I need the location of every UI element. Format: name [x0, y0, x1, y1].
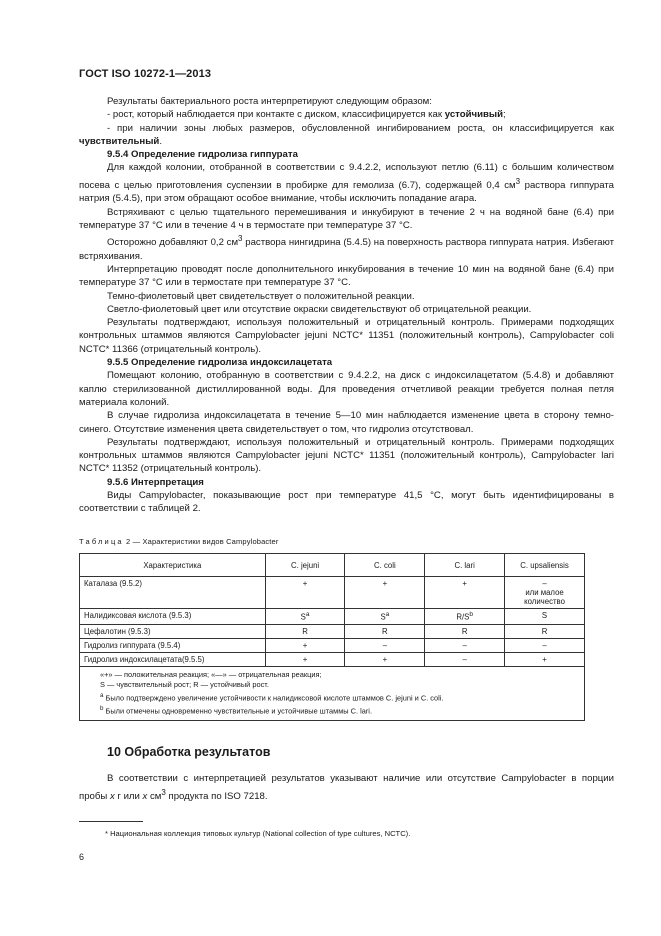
table-cell: – [425, 638, 505, 652]
table-cell: – [505, 638, 585, 652]
note-text: Были отмечены одновременно чувствительные и устойчивые штаммы C. lari. [103, 706, 372, 716]
paragraph: Результаты подтверждают, используя положительный и отрицательный контроль. Примерами подходящих контрольных штаммов являются Campylobacter jejuni NCTC* 11351 (положительный контроль), Campylobacter coli NCTC* 11366 (отрицательный контроль). [79, 317, 614, 355]
table-notes [80, 666, 585, 720]
heading-9-5-5: 9.5.5 Определение гидролиза индоксилацетата [107, 357, 333, 369]
table-notes-row [80, 666, 585, 720]
table-cell: + [345, 577, 425, 609]
term-resistant: устойчивый [444, 109, 503, 121]
table-cell: + [425, 577, 505, 609]
intro-item-resistant [79, 108, 614, 121]
table-cell: R [505, 624, 585, 638]
table-cell [265, 609, 345, 625]
superscript: 3 [238, 234, 243, 244]
section-10-text [79, 772, 614, 804]
variable-x: x [109, 791, 115, 803]
cell-line: количество [524, 597, 565, 606]
caption-text: 2 — Характеристики видов Campylobacter [123, 537, 279, 546]
footnote-mark: a [305, 611, 310, 618]
table-cell: R [265, 624, 345, 638]
paragraph: Светло-фиолетовый цвет или отсутствие окраски свидетельствуют об отрицательной реакции. [107, 303, 532, 315]
term-sensitive: чувствительный [79, 135, 160, 147]
paragraph: Темно-фиолетовый цвет свидетельствует о положительной реакции. [107, 290, 415, 302]
row-label: Налидиксовая кислота (9.5.3) [80, 609, 266, 625]
table-cell: R [425, 624, 505, 638]
column-header: C. jejuni [265, 554, 345, 577]
superscript: 3 [515, 176, 521, 186]
table-note [100, 704, 580, 717]
table-row [80, 652, 585, 666]
cell-line: – [542, 579, 547, 588]
table-note [100, 691, 580, 704]
table-cell: + [265, 577, 345, 609]
table-cell: R [345, 624, 425, 638]
column-header: C. lari [425, 554, 505, 577]
text-run: см [147, 791, 162, 803]
intro-item-sensitive [79, 122, 614, 149]
table-cell: – [345, 638, 425, 652]
paragraph [79, 772, 614, 804]
text-run: В соответствии с интерпретацией результатов указывают наличие или отсутствие Campylobacter в порции пробы [79, 773, 614, 803]
text-run: раствора нингидрина (5.4.5) на поверхность раствора гиппурата натрия. Избегают встряхивания. [79, 237, 614, 262]
text-run: г или [114, 791, 143, 803]
paragraph: Интерпретацию проводят после дополнительного инкубирования в течение 10 мин на водяной бане (6.4) при температуре 37 °С или в термостате при температуре 37 °С. [79, 263, 614, 289]
cell-line: или малое [525, 588, 564, 597]
caption-label: Таблица [79, 537, 124, 546]
text-run: ; [502, 109, 506, 121]
paragraph: Результаты подтверждают, используя положительный и отрицательный контроль. Примерами подходящих контрольных штаммов являются Campylobacter jejuni NCTC* 11351 (положительный контроль), Campylobacter lari NCTC* 11352 (отрицательный контроль). [79, 436, 614, 475]
variable-x: x [142, 791, 148, 803]
text-run: Осторожно добавляют 0,2 см [107, 237, 239, 249]
table-row [80, 638, 585, 652]
table-row [80, 624, 585, 638]
text-run: - при наличии зоны любых размеров, обусловленной ингибированием роста, он классифицируется как [107, 122, 614, 134]
text-run: продукта по ISO 7218. [165, 791, 268, 803]
intro-paragraph: Результаты бактериального роста интерпретируют следующим образом: [107, 96, 432, 107]
paragraph [79, 161, 614, 205]
table-cell [345, 609, 425, 625]
paragraph: Виды Campylobacter, показывающие рост при температуре 41,5 °С, могут быть идентифицированы в соответствии с таблицей 2. [79, 489, 614, 515]
footnote-mark: a [385, 611, 390, 618]
row-label: Гидролиз индоксилацетата(9.5.5) [80, 652, 266, 666]
page-number: 6 [79, 852, 85, 862]
page-header: ГОСТ ISO 10272-1—2013 [79, 68, 212, 80]
text-run: Для каждой колонии, отобранной в соответствии с 9.4.2.2, используют петлю (6.11) с большим количеством посева с целью приготовления суспензии в пробирке для гемолиза (6.7), содержащей 0,4 см [79, 162, 614, 191]
table-header-row [80, 554, 585, 577]
text-run: - рост, который наблюдается при контакте с диском, классифицируется как [107, 109, 445, 121]
table-cell: + [505, 652, 585, 666]
cell-value: R/S [456, 612, 470, 622]
row-label: Цефалотин (9.5.3) [80, 624, 266, 638]
paragraph: Встряхивают с целью тщательного перемешивания и инкубируют в течение 2 ч на водяной бане (6.4) при температуре 37 °С или в течение 4 ч в термостате при температуре 37 °С. [79, 206, 614, 231]
cell-value: S [300, 612, 306, 622]
footnote-divider [79, 821, 143, 822]
paragraph: В случае гидролиза индоксилацетата в течение 5—10 мин наблюдается изменение цвета в сторону темно-синего. Отсутствие изменения цвета свидетельствует о том, что гидролиз отсутствовал. [79, 410, 614, 435]
footnote-mark: b [469, 611, 473, 618]
table-cell [505, 577, 585, 609]
heading-9-5-4: 9.5.4 Определение гидролиза гиппурата [107, 149, 298, 161]
footnote-mark: a [100, 691, 104, 699]
column-header: C. upsaliensis [505, 554, 585, 577]
table-row [80, 577, 585, 609]
table-cell: + [265, 652, 345, 666]
table-note: S — чувствительный рост; R — устойчивый рост. [100, 680, 269, 690]
table-cell: + [265, 638, 345, 652]
table-caption [79, 537, 279, 546]
row-label: Каталаза (9.5.2) [80, 577, 266, 609]
column-header: Характеристика [80, 554, 266, 577]
table-cell: + [345, 652, 425, 666]
text-run: раствора гиппурата натрия (5.4.5), при этом обращают особое внимание, чтобы исключить попадание агара. [79, 179, 615, 205]
paragraph [79, 232, 614, 263]
footnote: * Национальная коллекция типовых культур (National collection of type cultures, NCTC). [105, 829, 411, 838]
text-run: . [159, 135, 162, 147]
table-cell: – [425, 652, 505, 666]
table-cell: S [505, 609, 585, 625]
table-cell [425, 609, 505, 625]
paragraph: Помещают колонию, отобранную в соответствии с 9.4.2.2, на диск с индоксилацетатом (5.4.8) и добавляют каплю стерилизованной дистиллированной воды. Для проведения отчетливой реакции требуется полная петля материала колоний. [79, 370, 614, 408]
superscript: 3 [161, 788, 166, 797]
body-text [79, 95, 614, 516]
row-label: Гидролиз гиппурата (9.5.4) [80, 638, 266, 652]
heading-9-5-6: 9.5.6 Интерпретация [107, 476, 204, 488]
note-text: Было подтверждено увеличение устойчивости к налидиксовой кислоте штаммов C. jejuni и C. coli. [103, 693, 444, 703]
cell-value: S [380, 612, 386, 622]
footnote-mark: b [100, 704, 104, 712]
column-header: C. coli [345, 554, 425, 577]
section-10-title: 10 Обработка результатов [107, 745, 271, 759]
table-note: «+» — положительная реакция; «—» — отрицательная реакция; [100, 669, 322, 679]
campylobacter-table [79, 553, 585, 721]
table-row [80, 609, 585, 625]
